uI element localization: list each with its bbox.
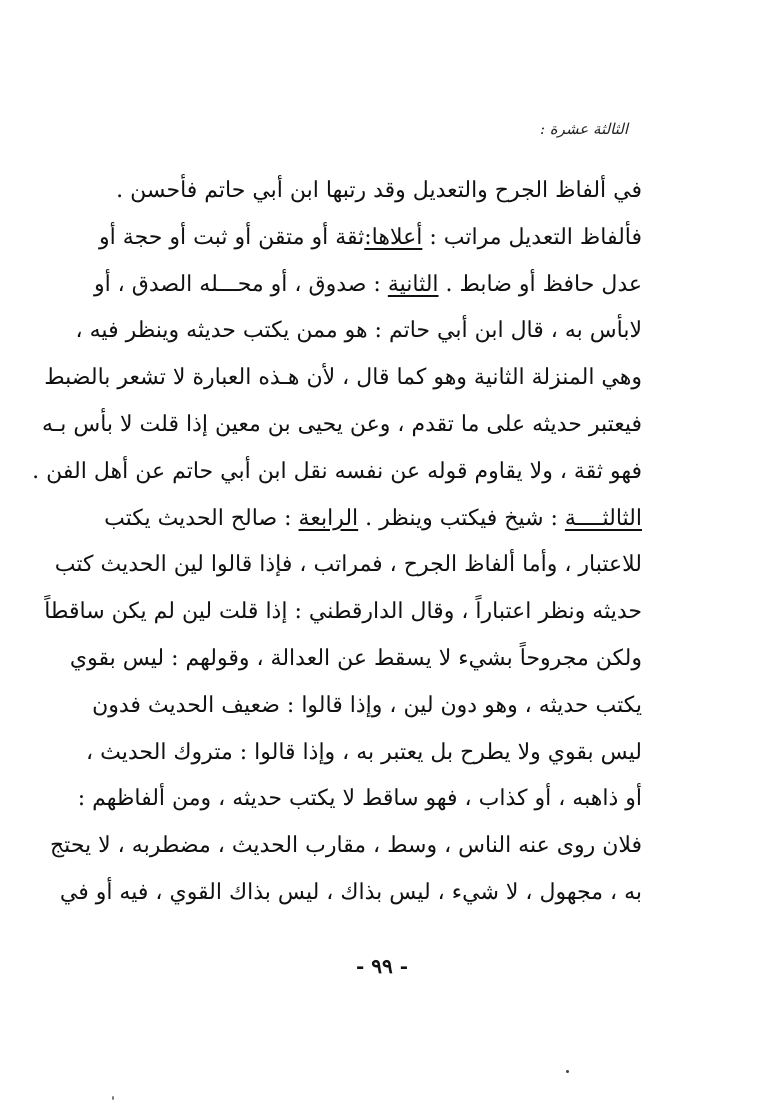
text-line bbox=[41, 402, 642, 449]
text-line bbox=[69, 636, 642, 683]
text-line bbox=[104, 496, 642, 543]
underlined-term: أعلاها: bbox=[364, 224, 423, 250]
text-segment: فيعتبر حديثه على ما تقدم ، وعن يحيى بن معين إذا قلت لا بأس بـه bbox=[41, 411, 642, 437]
underlined-term: الثانية bbox=[387, 271, 439, 297]
text-segment: فألفاظ التعديل مراتب : bbox=[422, 224, 642, 250]
body-text bbox=[32, 168, 642, 917]
text-segment: يكتب حديثه ، وهو دون لين ، وإذا قالوا : ضعيف الحديث فدون bbox=[92, 692, 642, 718]
text-line bbox=[86, 730, 642, 777]
underlined-term: الثالثــــة bbox=[564, 505, 642, 531]
text-segment: للاعتبار ، وأما ألفاظ الجرح ، فمراتب ، فإذا قالوا لين الحديث كتب bbox=[54, 552, 642, 578]
text-segment: فهو ثقة ، ولا يقاوم قوله عن نفسه نقل ابن أبي حاتم عن أهل الفن . bbox=[32, 458, 642, 484]
text-line bbox=[93, 262, 642, 309]
underlined-term: الرابعة bbox=[298, 505, 359, 531]
text-line bbox=[92, 683, 642, 730]
scan-speck bbox=[566, 1070, 569, 1073]
scan-speck bbox=[112, 1096, 114, 1100]
text-segment: وهي المنزلة الثانية وهو كما قال ، لأن هـذه العبارة لا تشعر بالضبط bbox=[44, 365, 642, 391]
text-segment: فلان روى عنه الناس ، وسط ، مقارب الحديث ، مضطربه ، لا يحتج bbox=[49, 833, 642, 859]
text-line bbox=[59, 870, 642, 917]
text-segment: : شيخ فيكتب وينظر . bbox=[358, 505, 565, 531]
text-segment: : صالح الحديث يكتب bbox=[104, 505, 299, 531]
text-line bbox=[49, 823, 642, 870]
text-segment: لابأس به ، قال ابن أبي حاتم : هو ممن يكتب حديثه وينظر فيه ، bbox=[75, 318, 642, 344]
text-line bbox=[54, 542, 642, 589]
text-line bbox=[77, 776, 642, 823]
text-line bbox=[44, 355, 642, 402]
text-line bbox=[32, 449, 642, 496]
text-segment: عدل حافظ أو ضابط . bbox=[438, 271, 642, 297]
text-line bbox=[75, 308, 642, 355]
text-line bbox=[44, 589, 642, 636]
text-line bbox=[116, 168, 642, 215]
section-heading: الثالثة عشرة : bbox=[539, 120, 628, 138]
text-segment: ولكن مجروحاً بشيء لا يسقط عن العدالة ، وقولهم : ليس بقوي bbox=[69, 645, 642, 671]
text-segment: ثقة أو متقن أو ثبت أو حجة أو bbox=[99, 224, 365, 250]
text-segment: به ، مجهول ، لا شيء ، ليس بذاك ، ليس بذاك القوي ، فيه أو في bbox=[59, 879, 642, 905]
text-segment: في ألفاظ الجرح والتعديل وقد رتبها ابن أبي حاتم فأحسن . bbox=[116, 178, 642, 203]
text-segment: ليس بقوي ولا يطرح بل يعتبر به ، وإذا قالوا : متروك الحديث ، bbox=[86, 739, 642, 765]
text-segment: حديثه ونظر اعتباراً ، وقال الدارقطني : إذا قلت لين لم يكن ساقطاً bbox=[44, 599, 642, 625]
text-segment: أو ذاهبه ، أو كذاب ، فهو ساقط لا يكتب حديثه ، ومن ألفاظهم : bbox=[77, 786, 642, 812]
page-number: - ٩٩ - bbox=[355, 954, 408, 978]
text-line bbox=[99, 215, 642, 262]
text-segment: : صدوق ، أو محـــله الصدق ، أو bbox=[93, 271, 388, 297]
